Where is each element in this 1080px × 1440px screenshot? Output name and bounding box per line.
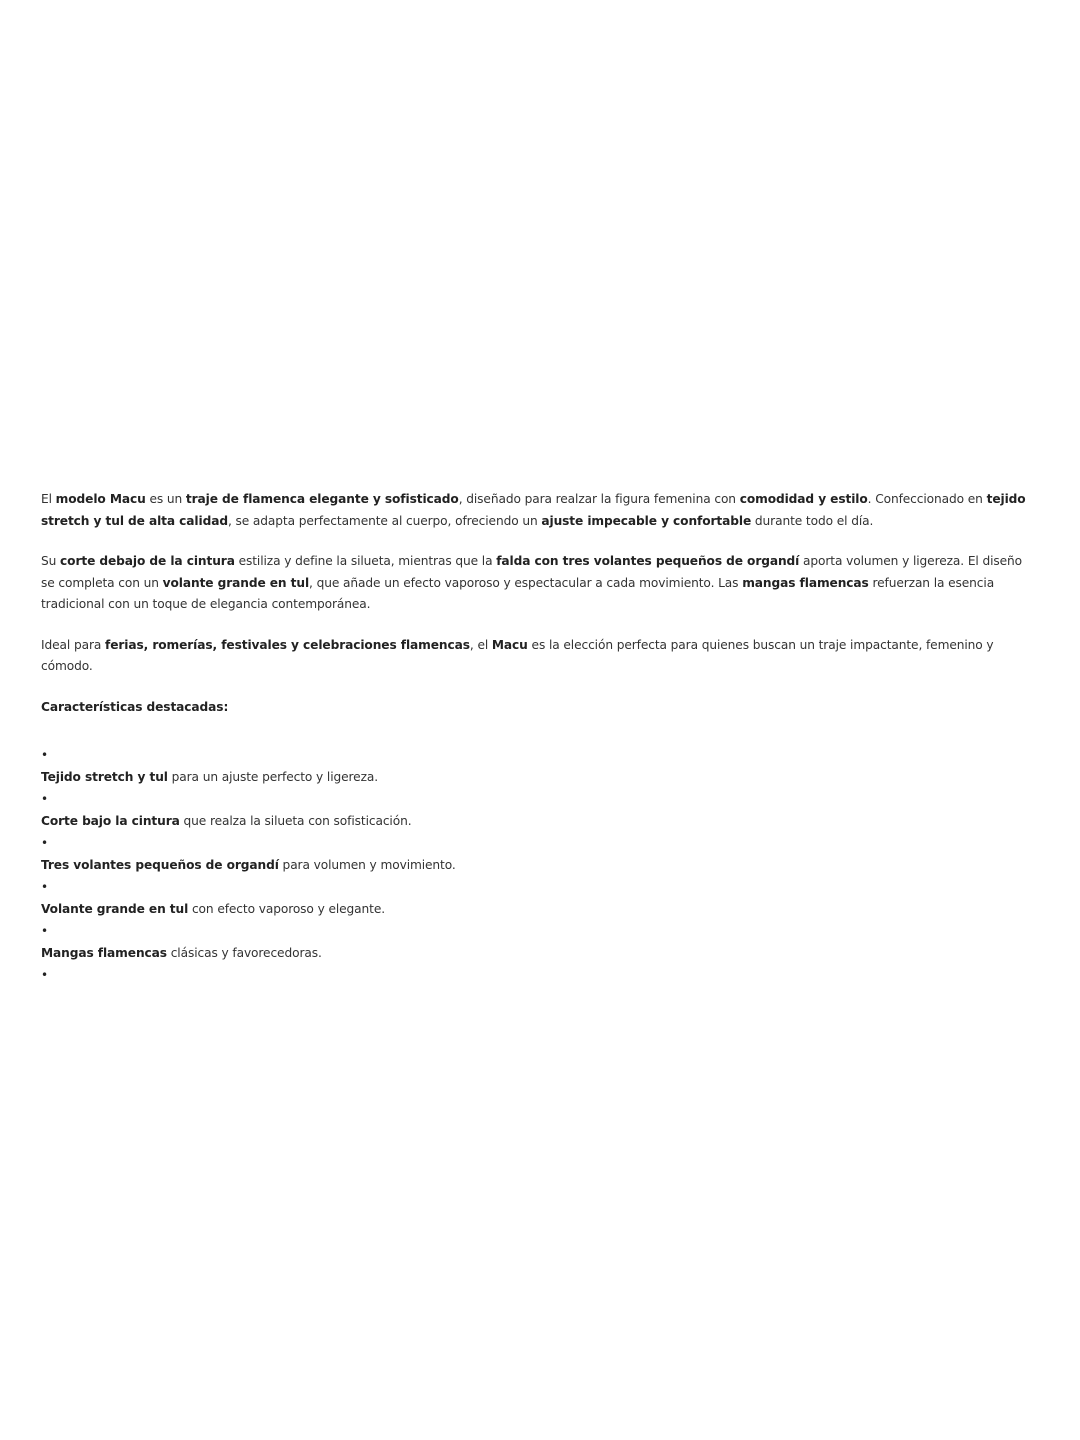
feature-item — [41, 788, 1031, 832]
text-run: estiliza y define la silueta, mientras que la — [234, 554, 497, 568]
feature-title: Mangas flamencas — [41, 946, 167, 960]
bold-text: ferias, romerías, festivales y celebraciones flamencas — [105, 637, 470, 652]
feature-item — [41, 920, 1031, 964]
text-run: , se adapta perfectamente al cuerpo, ofreciendo un — [227, 513, 542, 528]
text-run: Su — [41, 554, 61, 568]
feature-text — [41, 766, 1031, 788]
bold-text: traje de flamenca elegante y sofisticado — [185, 492, 459, 506]
bullet-icon: • — [41, 924, 48, 938]
text-run: , el — [469, 637, 492, 652]
features-list — [41, 737, 1031, 986]
text-run: El — [41, 492, 56, 506]
description-paragraph — [41, 635, 1031, 678]
feature-text — [41, 854, 1031, 876]
bullet-icon: • — [41, 836, 48, 850]
feature-description: que realza la silueta con sofisticación. — [179, 814, 412, 828]
description-paragraph — [41, 489, 1031, 532]
bold-text: ajuste impecable y confortable — [541, 513, 752, 528]
bullet-icon: • — [41, 748, 48, 762]
description-paragraphs — [41, 489, 1031, 678]
features-heading: Características destacadas: — [41, 699, 229, 714]
description-paragraph — [41, 551, 1031, 616]
text-run: , diseñado para realzar la figura femenina con — [458, 492, 740, 506]
bold-text: comodidad y estilo — [739, 492, 868, 506]
feature-description: con efecto vaporoso y elegante. — [188, 902, 386, 916]
bold-text: tejido stretch y tul de alta calidad — [41, 492, 1026, 528]
text-run: aporta volumen y ligereza. El diseño se completa con un — [41, 554, 1023, 590]
bold-text: Macu — [491, 637, 528, 652]
feature-item — [41, 876, 1031, 920]
text-run: . Confeccionado en — [867, 492, 987, 506]
feature-text — [41, 898, 1031, 920]
text-run: refuerzan la esencia tradicional con un toque de elegancia contemporánea. — [41, 575, 995, 611]
bullet-icon: • — [41, 880, 48, 894]
feature-title: Volante grande en tul — [41, 902, 189, 916]
bold-text: falda con tres volantes pequeños de organdí — [496, 554, 800, 568]
feature-description: para un ajuste perfecto y ligereza. — [167, 770, 379, 784]
bold-text: mangas flamencas — [742, 575, 869, 590]
text-run: es la elección perfecta para quienes buscan un traje impactante, femenino y cómodo. — [41, 637, 994, 673]
text-run: Ideal para — [41, 637, 106, 652]
feature-description: para volumen y movimiento. — [278, 858, 456, 872]
bullet-icon: • — [41, 968, 48, 982]
feature-item — [41, 832, 1031, 876]
feature-title: Tres volantes pequeños de organdí — [41, 858, 279, 872]
text-run: , que añade un efecto vaporoso y espectacular a cada movimiento. Las — [309, 575, 743, 590]
feature-title: Corte bajo la cintura — [41, 814, 180, 828]
feature-text — [41, 810, 1031, 832]
bullet-icon: • — [41, 792, 48, 806]
text-run: durante todo el día. — [751, 513, 874, 528]
feature-text — [41, 942, 1031, 964]
bold-text: volante grande en tul — [162, 575, 310, 590]
product-description — [41, 489, 1031, 986]
bold-text: modelo Macu — [55, 492, 146, 506]
feature-item — [41, 964, 1031, 986]
text-run: es un — [145, 492, 186, 506]
feature-item — [41, 744, 1031, 788]
feature-title: Tejido stretch y tul — [41, 770, 168, 784]
feature-description: clásicas y favorecedoras. — [166, 946, 322, 960]
bold-text: corte debajo de la cintura — [60, 554, 235, 568]
